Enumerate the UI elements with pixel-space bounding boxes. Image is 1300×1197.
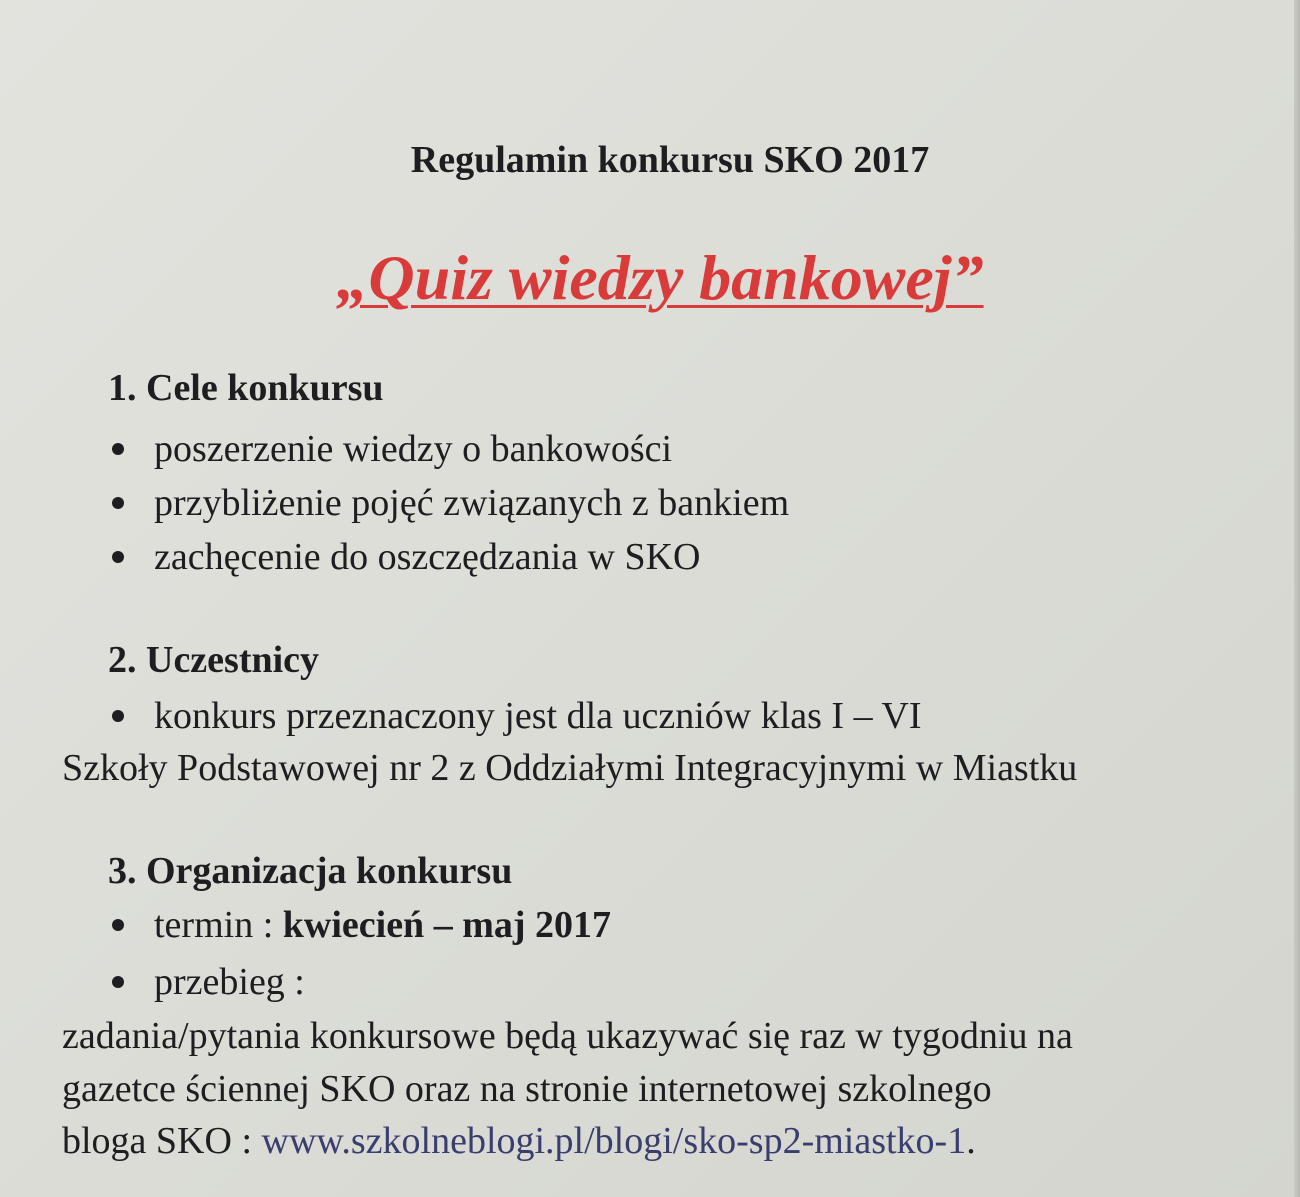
bullet-icon bbox=[112, 443, 124, 455]
paragraph-line: gazetce ściennej SKO oraz na stronie internetowej szkolnego bbox=[62, 1068, 992, 1110]
paragraph-text: . bbox=[966, 1120, 976, 1162]
blog-link[interactable]: www.szkolneblogi.pl/blogi/sko-sp2-miastko-1 bbox=[261, 1120, 967, 1162]
participants-continuation: Szkoły Podstawowej nr 2 z Oddziałymi Integracyjnymi w Miastku bbox=[62, 747, 1078, 789]
section-heading-goals: 1. Cele konkursu bbox=[108, 367, 384, 409]
document-title: Regulamin konkursu SKO 2017 bbox=[410, 139, 930, 181]
section-heading-organization: 3. Organizacja konkursu bbox=[108, 850, 513, 892]
list-item bbox=[112, 480, 789, 526]
bullet-icon bbox=[112, 919, 124, 931]
term-label: termin : bbox=[154, 904, 283, 946]
list-item-term bbox=[112, 902, 611, 948]
section-heading-participants: 2. Uczestnicy bbox=[108, 639, 320, 681]
course-label: przebieg : bbox=[154, 961, 305, 1003]
list-item bbox=[112, 693, 922, 739]
term-value: kwiecień – maj 2017 bbox=[282, 904, 611, 946]
list-item bbox=[112, 426, 672, 472]
bullet-icon bbox=[112, 551, 124, 563]
list-item bbox=[112, 534, 701, 580]
list-item-text: poszerzenie wiedzy o bankowości bbox=[154, 428, 673, 470]
list-item-text: przybliżenie pojęć związanych z bankiem bbox=[154, 482, 790, 524]
list-item-text: zachęcenie do oszczędzania w SKO bbox=[154, 536, 701, 578]
paragraph-line: zadania/pytania konkursowe będą ukazywać się raz w tygodniu na bbox=[62, 1015, 1073, 1057]
bullet-icon bbox=[112, 710, 124, 722]
paragraph-line-with-link bbox=[62, 1118, 976, 1164]
list-item-text: konkurs przeznaczony jest dla uczniów klas I – VI bbox=[154, 695, 922, 737]
list-item-course bbox=[112, 959, 305, 1005]
bullet-icon bbox=[112, 497, 124, 509]
paragraph-text: bloga SKO : bbox=[62, 1120, 262, 1162]
quiz-title: „Quiz wiedzy bankowej” bbox=[336, 242, 984, 313]
bullet-icon bbox=[112, 976, 124, 988]
